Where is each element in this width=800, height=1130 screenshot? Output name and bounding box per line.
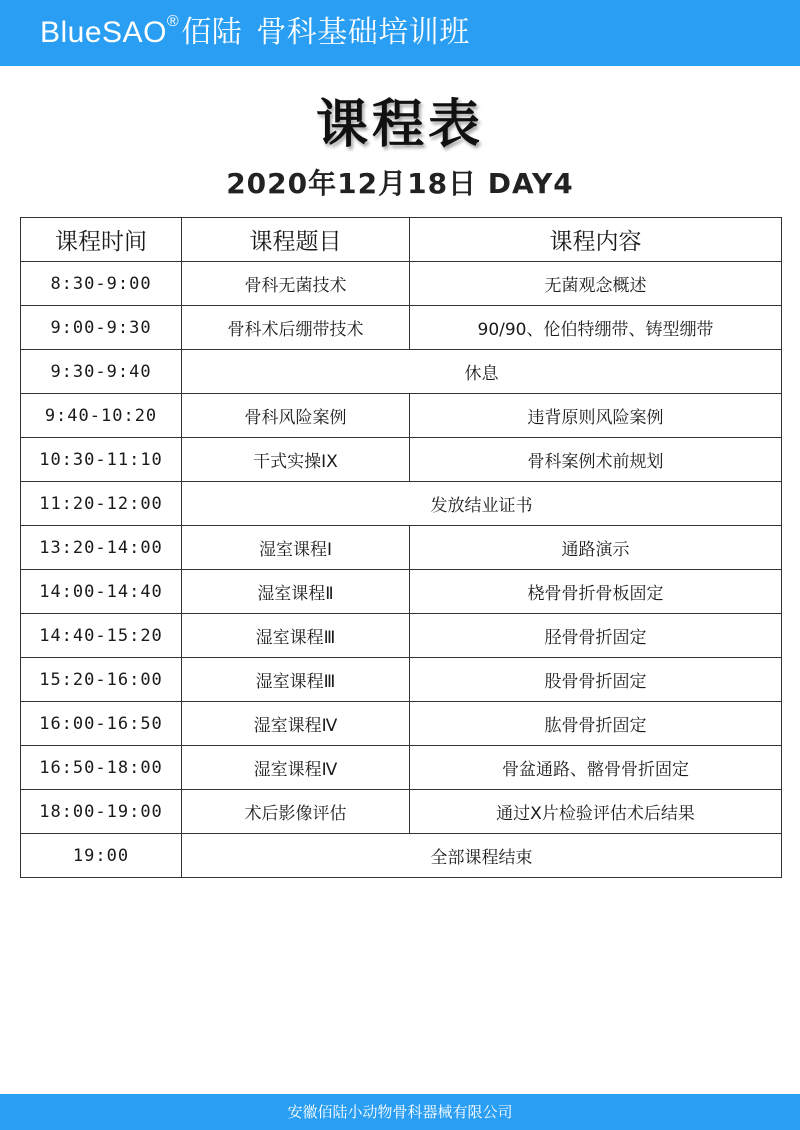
table-row [21, 306, 782, 350]
cell-content: 胫骨骨折固定 [410, 614, 782, 658]
table-row [21, 746, 782, 790]
cell-time: 8:30-9:00 [21, 262, 182, 306]
cell-topic: 术后影像评估 [182, 790, 410, 834]
cell-time: 9:30-9:40 [21, 350, 182, 394]
cell-content: 桡骨骨折骨板固定 [410, 570, 782, 614]
cell-content: 90/90、伦伯特绷带、铸型绷带 [410, 306, 782, 350]
cell-time: 14:40-15:20 [21, 614, 182, 658]
cell-time: 15:20-16:00 [21, 658, 182, 702]
table-row [21, 702, 782, 746]
cell-time: 19:00 [21, 834, 182, 878]
company-name: 安徽佰陆小动物骨科器械有限公司 [287, 1103, 513, 1121]
cell-time: 14:00-14:40 [21, 570, 182, 614]
table-row [21, 262, 782, 306]
cell-time: 16:50-18:00 [21, 746, 182, 790]
footer-banner [0, 1094, 800, 1130]
cell-merged: 休息 [182, 350, 782, 394]
cell-content: 通过X片检验评估术后结果 [410, 790, 782, 834]
top-banner [0, 0, 800, 66]
cell-topic: 骨科无菌技术 [182, 262, 410, 306]
cell-merged: 发放结业证书 [182, 482, 782, 526]
cell-topic: 湿室课程Ⅱ [182, 570, 410, 614]
registered-mark: ® [166, 13, 180, 30]
cell-content: 骨盆通路、髂骨骨折固定 [410, 746, 782, 790]
table-header-row [21, 218, 782, 262]
cell-topic: 湿室课程Ⅰ [182, 526, 410, 570]
cell-content: 无菌观念概述 [410, 262, 782, 306]
table-row [21, 526, 782, 570]
brand-name: BlueSAO [40, 16, 167, 49]
cell-topic: 骨科风险案例 [182, 394, 410, 438]
date-line: 2020年12月18日 DAY4 [226, 167, 574, 200]
cell-time: 18:00-19:00 [21, 790, 182, 834]
cell-topic: 湿室课程Ⅲ [182, 658, 410, 702]
cell-time: 9:40-10:20 [21, 394, 182, 438]
cell-time: 9:00-9:30 [21, 306, 182, 350]
cell-content: 违背原则风险案例 [410, 394, 782, 438]
cell-content: 股骨骨折固定 [410, 658, 782, 702]
table-row [21, 658, 782, 702]
cell-time: 11:20-12:00 [21, 482, 182, 526]
brand-title [40, 13, 470, 50]
table-row [21, 438, 782, 482]
course-name: 骨科基础培训班 [256, 15, 470, 50]
table-row [21, 614, 782, 658]
header-time: 课程时间 [21, 218, 182, 262]
cell-content: 骨科案例术前规划 [410, 438, 782, 482]
cell-time: 10:30-11:10 [21, 438, 182, 482]
cell-time: 16:00-16:50 [21, 702, 182, 746]
header-topic: 课程题目 [182, 218, 410, 262]
table-row [21, 394, 782, 438]
cell-topic: 干式实操IX [182, 438, 410, 482]
table-row [21, 482, 782, 526]
header-content: 课程内容 [410, 218, 782, 262]
cell-topic: 湿室课程Ⅳ [182, 746, 410, 790]
cell-content: 通路演示 [410, 526, 782, 570]
table-row [21, 834, 782, 878]
table-row [21, 790, 782, 834]
table-row [21, 570, 782, 614]
page-title: 课程表 [315, 94, 484, 155]
brand-name-cn: 佰陆 [181, 16, 243, 49]
cell-merged: 全部课程结束 [182, 834, 782, 878]
cell-content: 肱骨骨折固定 [410, 702, 782, 746]
cell-topic: 湿室课程Ⅲ [182, 614, 410, 658]
cell-topic: 湿室课程Ⅳ [182, 702, 410, 746]
table-row [21, 350, 782, 394]
cell-time: 13:20-14:00 [21, 526, 182, 570]
cell-topic: 骨科术后绷带技术 [182, 306, 410, 350]
schedule-table [20, 217, 782, 878]
